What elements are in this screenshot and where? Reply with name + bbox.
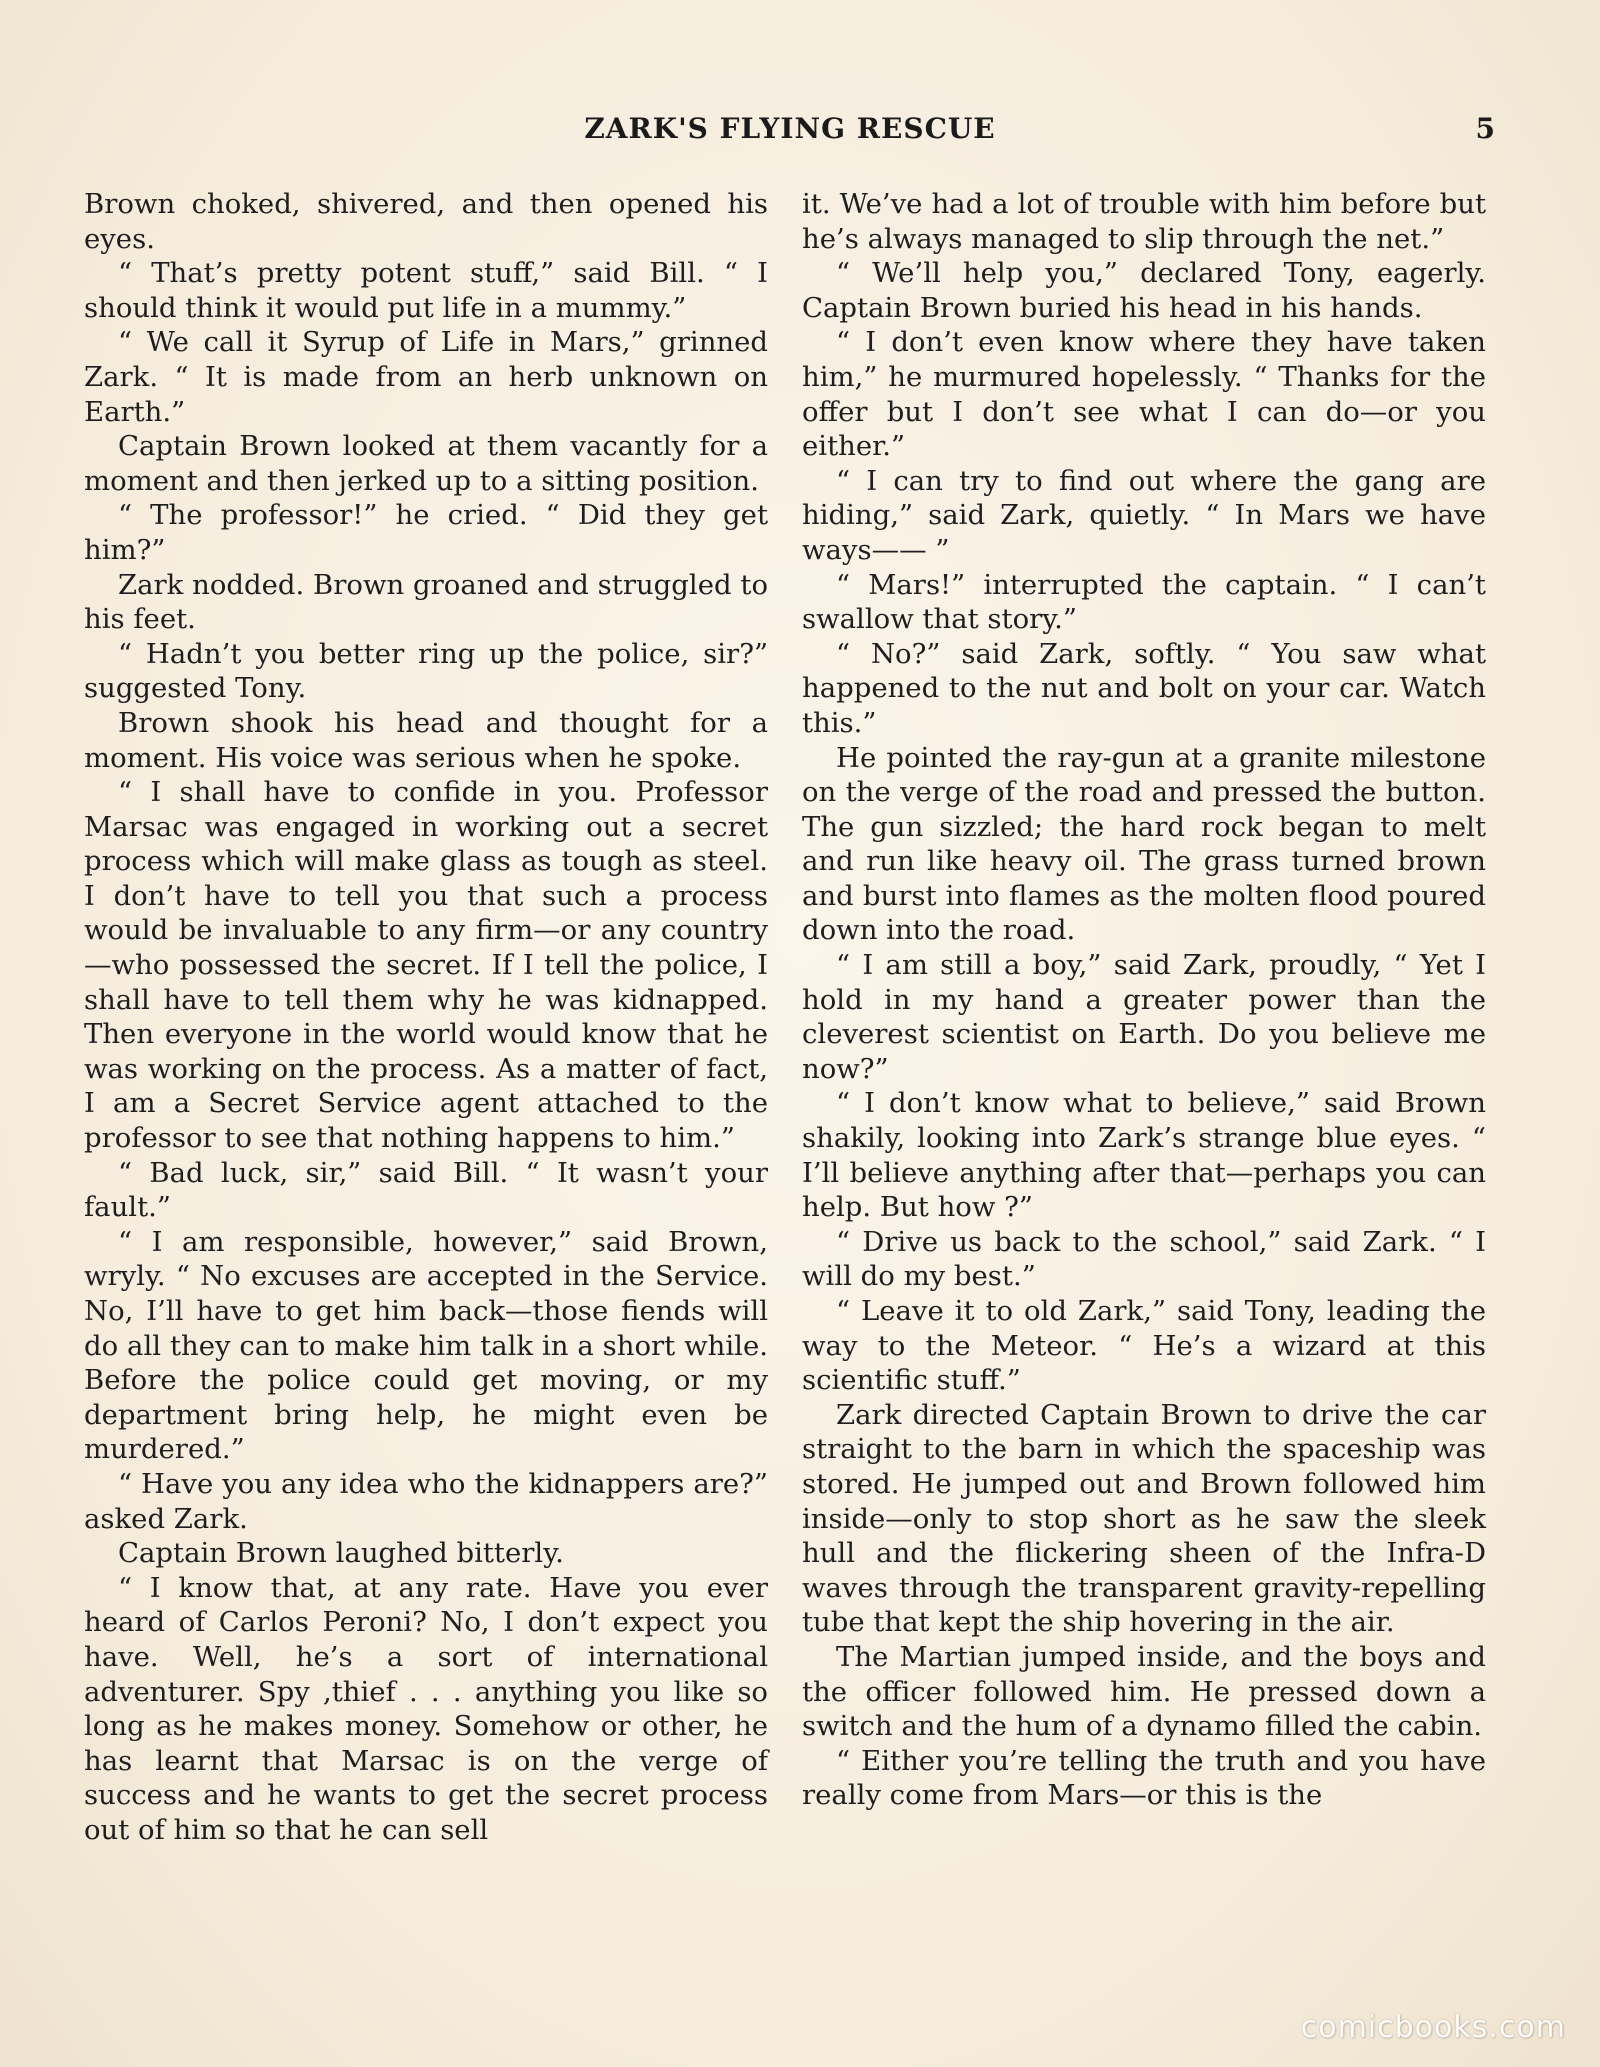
paragraph: “ We’ll help you,” declared Tony, eagerly. Captain Brown buried his head in his hands. xyxy=(802,257,1486,324)
left-column xyxy=(84,187,768,1848)
paragraph: it. We’ve had a lot of trouble with him before but he’s always managed to slip through the net.” xyxy=(802,188,1486,255)
paragraph: Brown shook his head and thought for a moment. His voice was serious when he spoke. xyxy=(84,706,768,774)
paragraph: Captain Brown looked at them vacantly for a moment and then jerked up to a sitting position. xyxy=(84,430,768,497)
watermark: comicbooks.com xyxy=(1300,2010,1566,2045)
paragraph: “ I don’t even know where they have taken him,” he murmured hopelessly. “ Thanks for the offer but I don’t see what I can do—or you either.” xyxy=(802,326,1486,463)
paragraph: “ I am still a boy,” said Zark, proudly, “ Yet I hold in my hand a greater power than the cleverest scientist on Earth. Do you believe me now?” xyxy=(802,949,1486,1085)
right-column xyxy=(802,187,1486,1813)
paragraph: “ I know that, at any rate. Have you ever heard of Carlos Peroni? No, I don’t expect you have. Well, he’s a sort of international adventurer. Spy ,thief . . . anything you like so long as he makes money. Somehow or other, he has learnt that Marsac is on the verge of success and he wants to get the secret process out of him so that he can sell xyxy=(84,1571,768,1846)
running-title: ZARK'S FLYING RESCUE xyxy=(584,112,996,145)
paragraph: Zark directed Captain Brown to drive the car straight to the barn in which the spaceship was stored. He jumped out and Brown followed him inside—only to stop short as he saw the sleek hull and the flickering sheen of the Infra-D waves through the transparent gravity-repelling tube that kept the ship hovering in the air. xyxy=(802,1398,1486,1639)
paragraph: “ That’s pretty potent stuff,” said Bill. “ I should think it would put life in a mummy.” xyxy=(84,257,768,324)
paragraph: The Martian jumped inside, and the boys and the officer followed him. He pressed down a switch and the hum of a dynamo filled the cabin. xyxy=(802,1640,1486,1743)
paragraph: Captain Brown laughed bitterly. xyxy=(118,1537,564,1570)
paragraph: “ Mars!” interrupted the captain. “ I can’t swallow that story.” xyxy=(802,568,1486,636)
paragraph: “ Bad luck, sir,” said Bill. “ It wasn’t your fault.” xyxy=(84,1156,768,1224)
paragraph: “ Have you any idea who the kidnappers are?” asked Zark. xyxy=(84,1467,768,1535)
page-number: 5 xyxy=(1475,112,1496,145)
paragraph: “ We call it Syrup of Life in Mars,” grinned Zark. “ It is made from an herb unknown on Earth.” xyxy=(84,326,768,428)
paragraph: Zark nodded. Brown groaned and struggled to his feet. xyxy=(84,568,768,636)
paragraph: “ The professor!” he cried. “ Did they get him?” xyxy=(84,499,768,566)
paragraph: “ Drive us back to the school,” said Zark. “ I will do my best.” xyxy=(802,1225,1486,1293)
paragraph: “ Leave it to old Zark,” said Tony, leading the way to the Meteor. “ He’s a wizard at this scientific stuff.” xyxy=(802,1295,1486,1397)
paragraph: He pointed the ray-gun at a granite milestone on the verge of the road and pressed the button. The gun sizzled; the hard rock began to melt and run like heavy oil. The grass turned brown and burst into flames as the molten flood poured down into the road. xyxy=(802,741,1486,947)
paragraph: “ No?” said Zark, softly. “ You saw what happened to the nut and bolt on your car. Watch this.” xyxy=(802,637,1486,739)
paragraph: “ Hadn’t you better ring up the police, sir?” suggested Tony. xyxy=(84,637,768,705)
paragraph: “ I can try to find out where the gang are hiding,” said Zark, quietly. “ In Mars we have ways—— ” xyxy=(802,464,1486,566)
paragraph: “ I am responsible, however,” said Brown, wryly. “ No excuses are accepted in the Service. No, I’ll have to get him back—those fiends will do all they can to make him talk in a short while. Before the police could get moving, or my department bring help, he might even be murdered.” xyxy=(84,1225,768,1466)
paragraph: “ I shall have to confide in you. Professor Marsac was engaged in working out a secret process which will make glass as tough as steel. I don’t have to tell you that such a process would be invaluable to any firm—or any country—who possessed the secret. If I tell the police, I shall have to tell them why he was kidnapped. Then everyone in the world would know that he was working on the process. As a matter of fact, I am a Secret Service agent attached to the professor to see that nothing happens to him.” xyxy=(84,776,768,1155)
paragraph: Brown choked, shivered, and then opened his eyes. xyxy=(84,188,768,255)
paragraph: “ I don’t know what to believe,” said Brown shakily, looking into Zark’s strange blue eyes. “ I’ll believe anything after that—perhaps you can help. But how ?” xyxy=(802,1087,1486,1224)
paragraph: “ Either you’re telling the truth and you have really come from Mars—or this is the xyxy=(802,1744,1486,1812)
page-header xyxy=(84,112,1496,152)
